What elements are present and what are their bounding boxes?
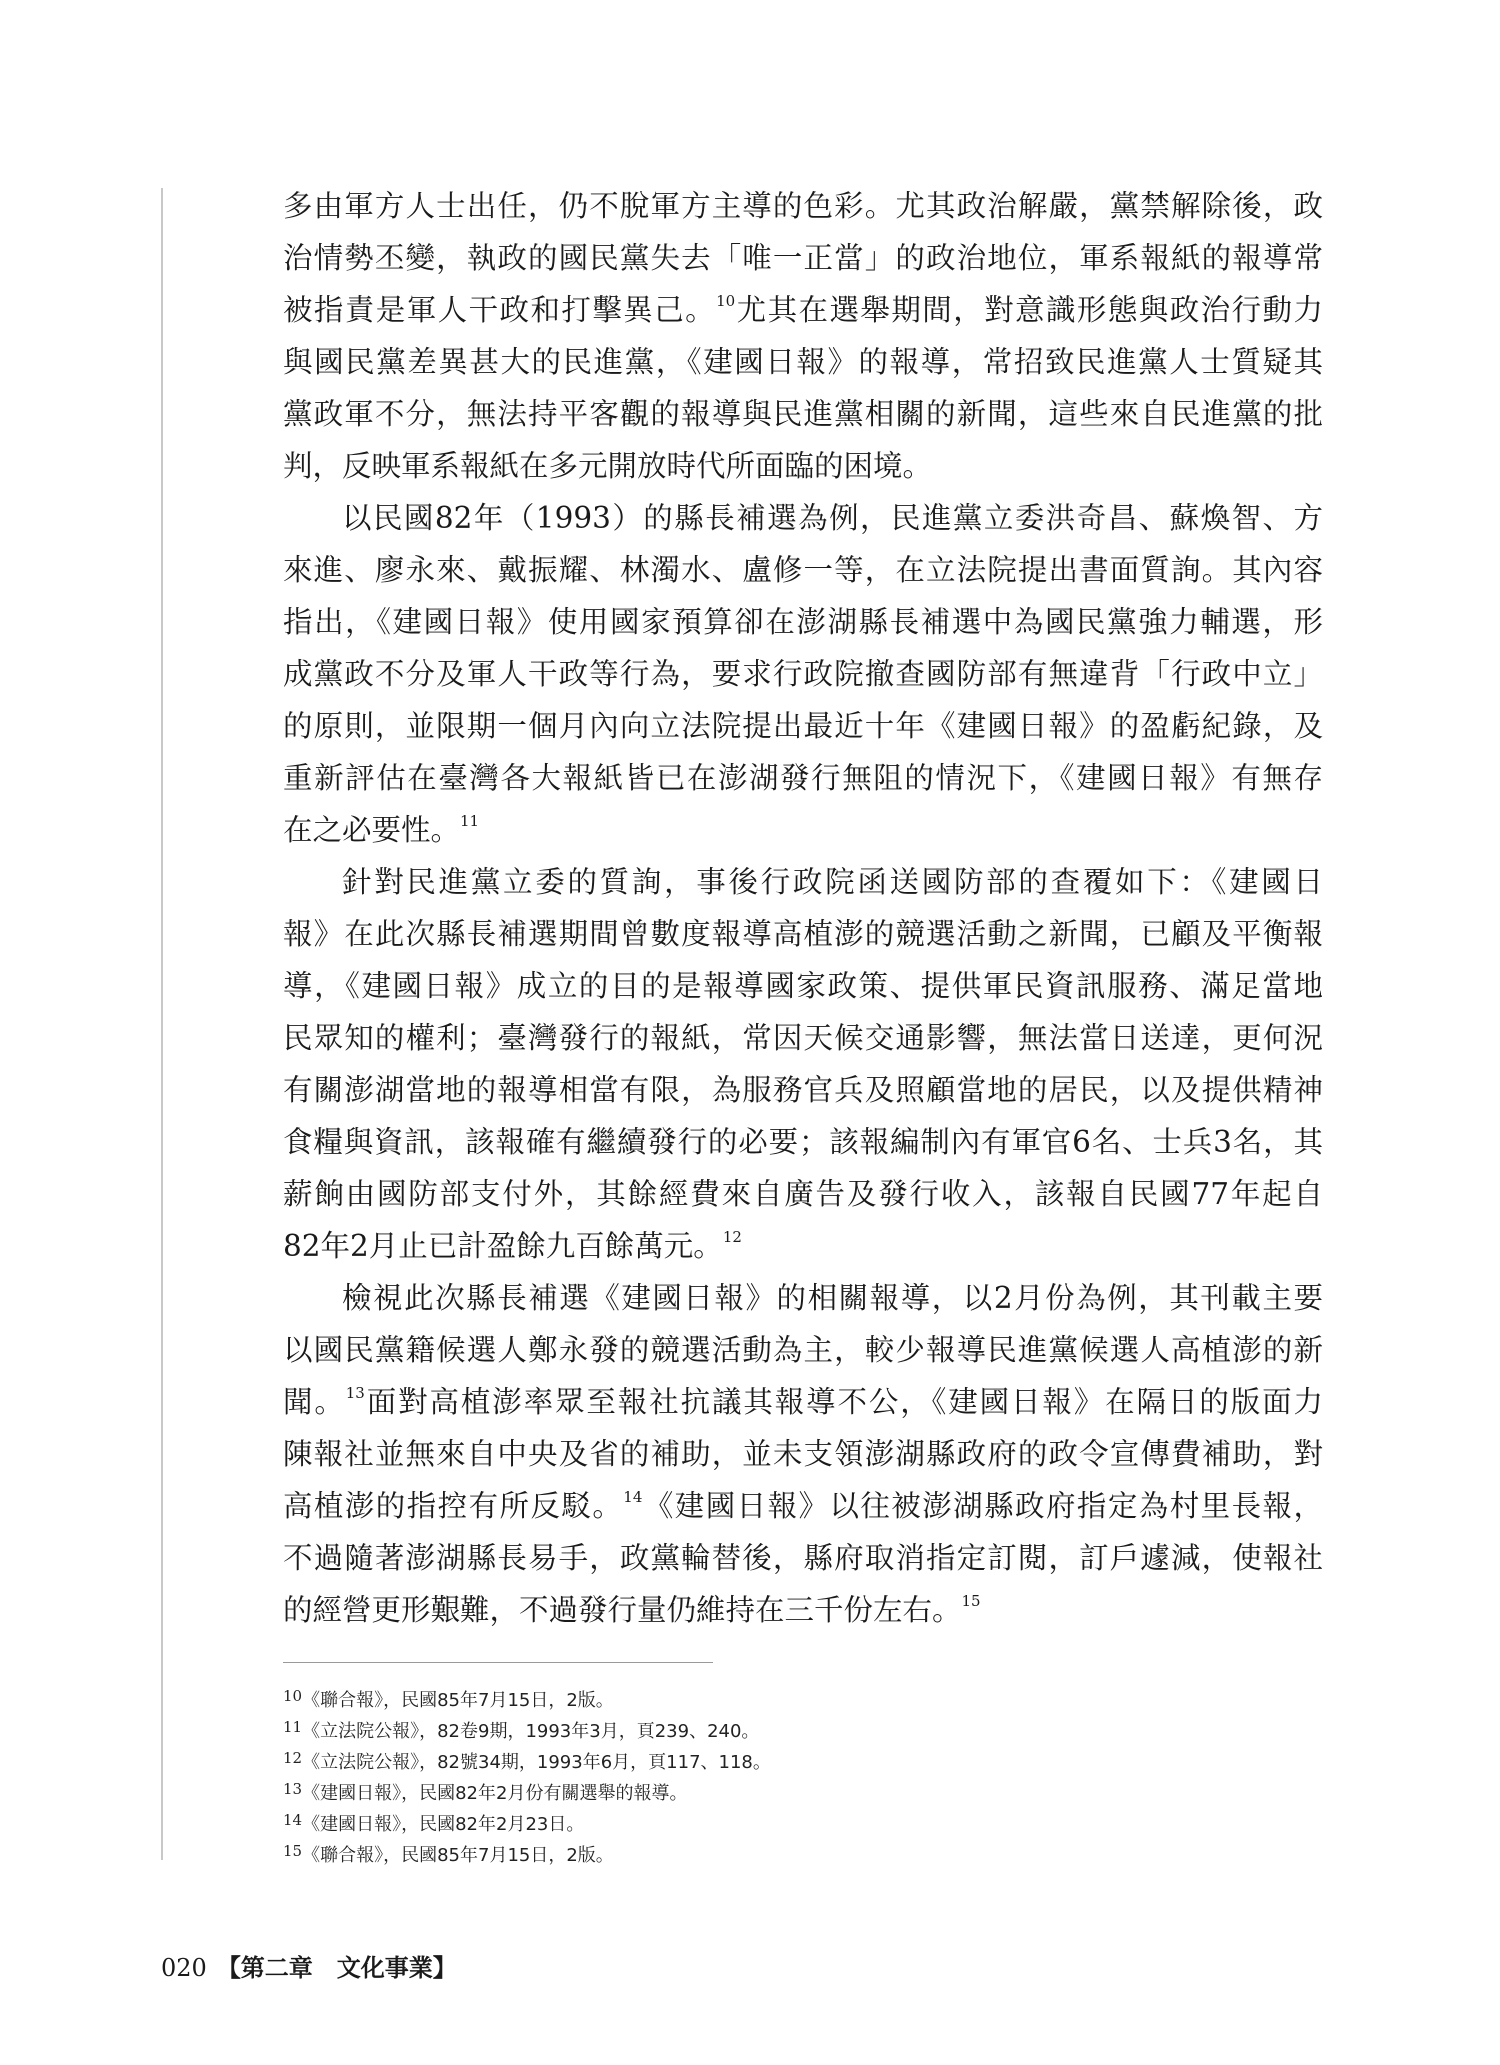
text-run: 薪餉由國防部支付外，其餘經費來自廣告及發行收入，該報自民國77年起自 xyxy=(283,1177,1323,1211)
paragraph-first-line xyxy=(283,492,1323,544)
text-line xyxy=(283,1064,1323,1116)
text-run: 以國民黨籍候選人鄭永發的競選活動為主，較少報導民進黨候選人高植澎的新 xyxy=(283,1333,1323,1367)
text-run: 高植澎的指控有所反駁。 xyxy=(283,1489,624,1523)
text-line xyxy=(283,1480,1323,1532)
footnote xyxy=(283,1716,1323,1747)
text-run: 不過隨著澎湖縣長易手，政黨輪替後，縣府取消指定訂閱，訂戶遽減，使報社 xyxy=(283,1541,1323,1575)
text-run: 指出，《建國日報》使用國家預算卻在澎湖縣長補選中為國民黨強力輔選，形 xyxy=(283,605,1323,639)
text-line xyxy=(283,960,1323,1012)
text-run: 針對民進黨立委的質詢，事後行政院函送國防部的查覆如下：《建國日 xyxy=(342,865,1323,899)
paragraph-first-line xyxy=(283,1272,1323,1324)
footnote-number: 14 xyxy=(283,1811,303,1829)
text-run: 的原則，並限期一個月內向立法院提出最近十年《建國日報》的盈虧紀錄，及 xyxy=(283,709,1323,743)
text-line xyxy=(283,232,1323,284)
text-run: 《建國日報》以往被澎湖縣政府指定為村里長報， xyxy=(642,1489,1323,1523)
text-line xyxy=(283,544,1323,596)
text-line xyxy=(283,700,1323,752)
text-line xyxy=(283,440,1323,492)
text-line xyxy=(283,648,1323,700)
text-run: 多由軍方人士出任，仍不脫軍方主導的色彩。尤其政治解嚴，黨禁解除後，政 xyxy=(283,189,1323,223)
text-line xyxy=(283,752,1323,804)
body-text xyxy=(283,180,1323,1636)
footnote-text: 《聯合報》，民國85年7月15日，2版。 xyxy=(302,1845,614,1866)
footnote-ref: 13 xyxy=(345,1384,365,1402)
text-line xyxy=(283,1584,1323,1636)
text-run: 聞。 xyxy=(283,1385,346,1419)
text-run: 在之必要性。 xyxy=(283,813,461,847)
text-run: 食糧與資訊，該報確有繼續發行的必要；該報編制內有軍官6名、士兵3名，其 xyxy=(283,1125,1323,1159)
footnote-ref: 15 xyxy=(961,1592,981,1610)
text-line xyxy=(283,804,1323,856)
text-run: 報》在此次縣長補選期間曾數度報導高植澎的競選活動之新聞，已顧及平衡報 xyxy=(283,917,1323,951)
footnote-text: 《聯合報》，民國85年7月15日，2版。 xyxy=(302,1690,614,1711)
footnote-ref: 11 xyxy=(460,812,480,830)
margin-rule xyxy=(161,188,163,1860)
text-line xyxy=(283,596,1323,648)
footnote-ref: 12 xyxy=(722,1228,742,1246)
footnote-number: 15 xyxy=(283,1842,303,1860)
page-footer xyxy=(161,1948,457,1983)
text-run: 陳報社並無來自中央及省的補助，並未支領澎湖縣政府的政令宣傳費補助，對 xyxy=(283,1437,1323,1471)
footnote-number: 12 xyxy=(283,1749,303,1767)
text-run: 黨政軍不分，無法持平客觀的報導與民進黨相關的新聞，這些來自民進黨的批 xyxy=(283,397,1323,431)
text-run: 被指責是軍人干政和打擊異己。 xyxy=(283,293,717,327)
text-run: 檢視此次縣長補選《建國日報》的相關報導，以2月份為例，其刊載主要 xyxy=(342,1281,1323,1315)
text-run: 民眾知的權利；臺灣發行的報紙，常因天候交通影響，無法當日送達，更何況 xyxy=(283,1021,1323,1055)
footnote-number: 13 xyxy=(283,1780,303,1798)
paragraph-first-line xyxy=(283,856,1323,908)
footnote xyxy=(283,1809,1323,1840)
footnote-number: 10 xyxy=(283,1687,303,1705)
text-run: 82年2月止已計盈餘九百餘萬元。 xyxy=(283,1229,723,1263)
text-line xyxy=(283,1168,1323,1220)
text-run: 重新評估在臺灣各大報紙皆已在澎湖發行無阻的情況下，《建國日報》有無存 xyxy=(283,761,1323,795)
footnote xyxy=(283,1685,1323,1716)
text-line xyxy=(283,284,1323,336)
footnote-text: 《建國日報》，民國82年2月份有關選舉的報導。 xyxy=(302,1783,688,1804)
text-line xyxy=(283,388,1323,440)
footnote xyxy=(283,1747,1323,1778)
text-line xyxy=(283,1376,1323,1428)
text-line xyxy=(283,1012,1323,1064)
text-line xyxy=(283,1428,1323,1480)
footnote-number: 11 xyxy=(283,1718,303,1736)
text-line xyxy=(283,1220,1323,1272)
text-line xyxy=(283,908,1323,960)
chapter-title: 【第二章 文化事業】 xyxy=(216,1953,457,1982)
footnotes xyxy=(283,1685,1323,1871)
footnote-text: 《立法院公報》，82卷9期，1993年3月，頁239、240。 xyxy=(302,1721,760,1742)
text-line xyxy=(283,1324,1323,1376)
text-run: 以民國82年（1993）的縣長補選為例，民進黨立委洪奇昌、蘇煥智、方 xyxy=(342,501,1323,535)
text-run: 有關澎湖當地的報導相當有限，為服務官兵及照顧當地的居民，以及提供精神 xyxy=(283,1073,1323,1107)
text-run: 尤其在選舉期間，對意識形態與政治行動力 xyxy=(735,293,1323,327)
text-line xyxy=(283,1116,1323,1168)
text-run: 治情勢丕變，執政的國民黨失去「唯一正當」的政治地位，軍系報紙的報導常 xyxy=(283,241,1323,275)
footnote-text: 《立法院公報》，82號34期，1993年6月，頁117、118。 xyxy=(302,1752,771,1773)
footnote-separator xyxy=(283,1662,713,1663)
footnote-text: 《建國日報》，民國82年2月23日。 xyxy=(302,1814,585,1835)
text-run: 的經營更形艱難，不過發行量仍維持在三千份左右。 xyxy=(283,1593,962,1627)
footnote-ref: 14 xyxy=(623,1488,643,1506)
text-line xyxy=(283,1532,1323,1584)
footnote xyxy=(283,1840,1323,1871)
text-run: 導，《建國日報》成立的目的是報導國家政策、提供軍民資訊服務、滿足當地 xyxy=(283,969,1323,1003)
text-line xyxy=(283,336,1323,388)
page-number: 020 xyxy=(161,1954,207,1982)
text-run: 面對高植澎率眾至報社抗議其報導不公，《建國日報》在隔日的版面力 xyxy=(364,1385,1323,1419)
text-run: 成黨政不分及軍人干政等行為，要求行政院撤查國防部有無違背「行政中立」 xyxy=(283,657,1323,691)
text-run: 與國民黨差異甚大的民進黨，《建國日報》的報導，常招致民進黨人士質疑其 xyxy=(283,345,1323,379)
text-line xyxy=(283,180,1323,232)
text-run: 判，反映軍系報紙在多元開放時代所面臨的困境。 xyxy=(283,449,933,483)
footnote-ref: 10 xyxy=(716,292,736,310)
text-run: 來進、廖永來、戴振耀、林濁水、盧修一等，在立法院提出書面質詢。其內容 xyxy=(283,553,1323,587)
footnote xyxy=(283,1778,1323,1809)
